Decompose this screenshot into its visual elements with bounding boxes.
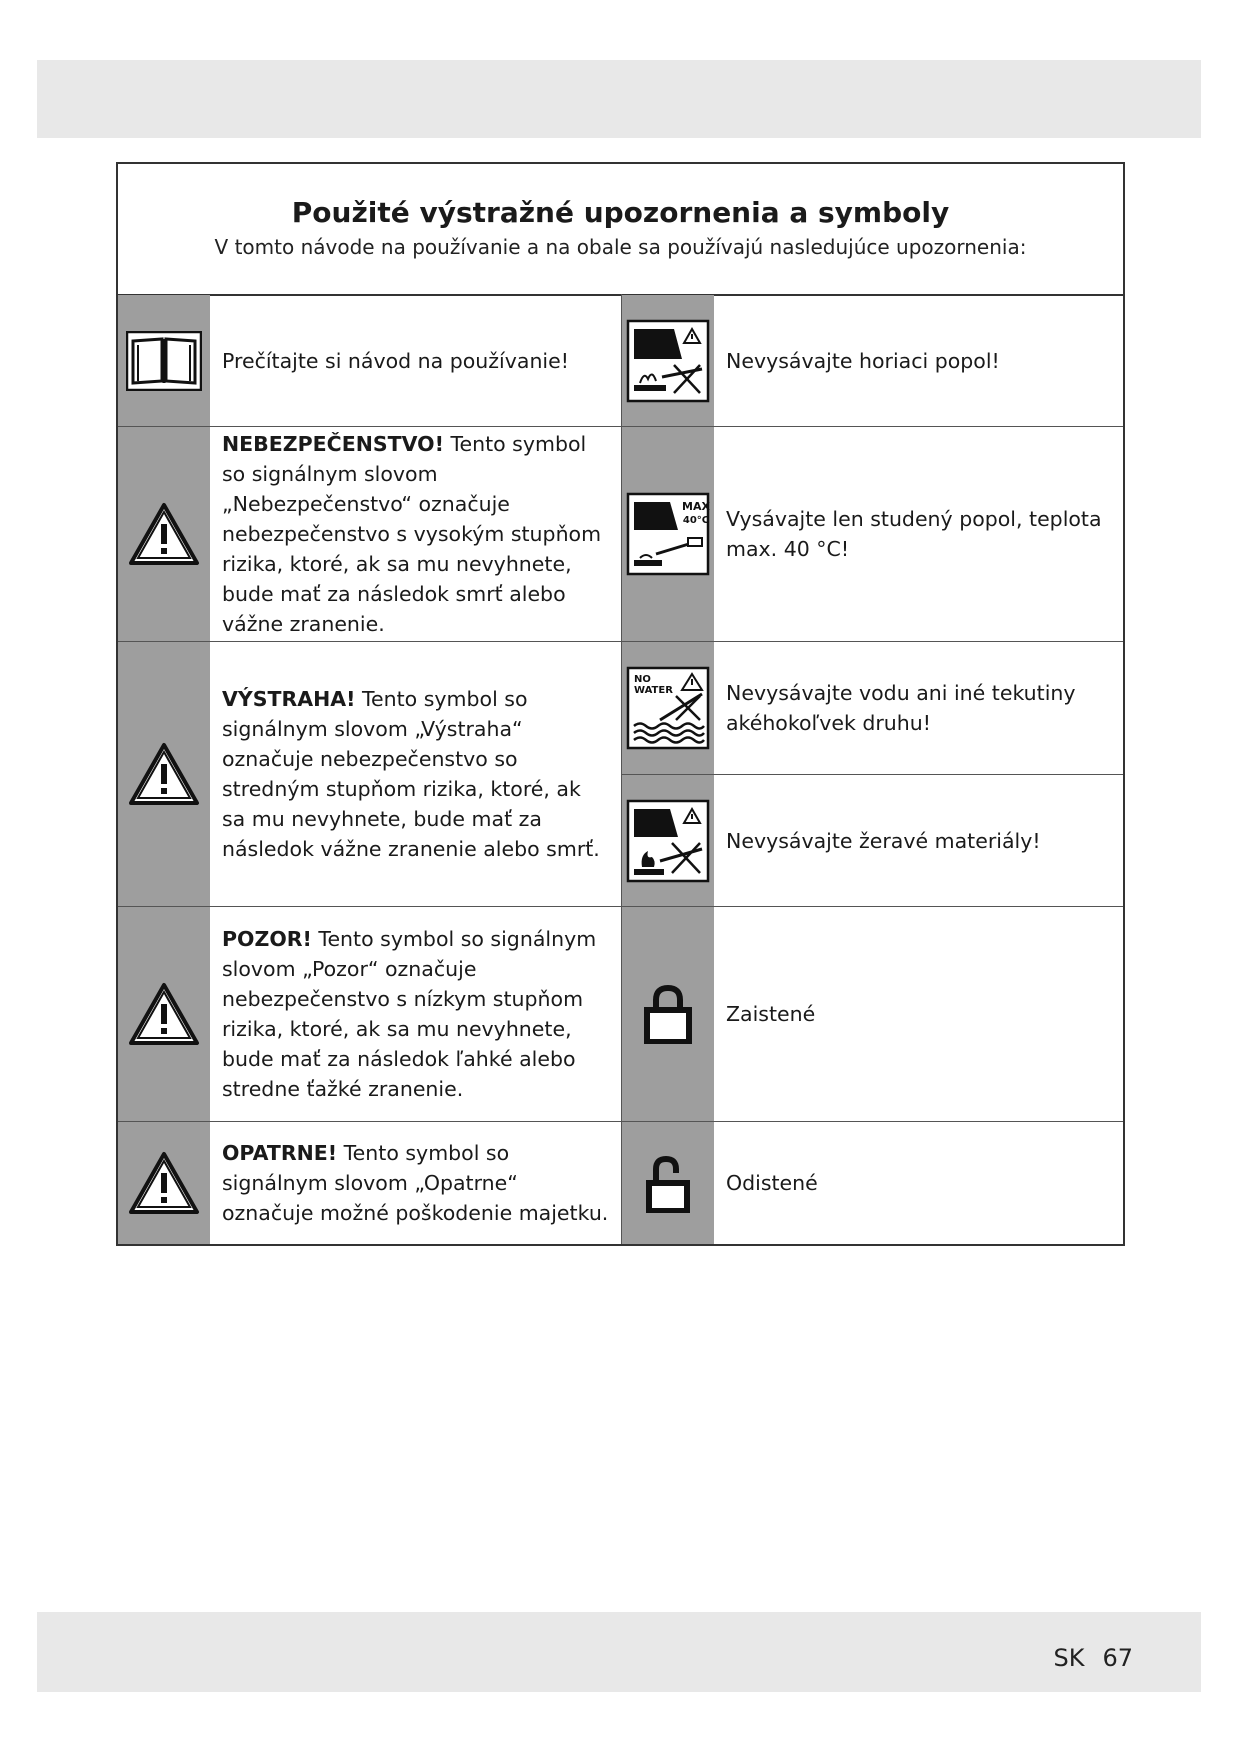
page-title: Použité výstražné upozornenia a symboly	[291, 196, 950, 229]
danger-icon-cell	[118, 427, 210, 641]
caution-icon-cell	[118, 907, 210, 1121]
no-glowing-text: Nevysávajte žeravé materiály!	[726, 828, 1041, 853]
read-manual-icon-cell	[118, 295, 210, 426]
temperature-label: 40°C	[682, 515, 710, 526]
no-water-label-2: WATER	[634, 685, 673, 696]
notice-description: Tento symbol so signálnym slovom „Opatrne“ označuje možné poškodenie majetku.	[222, 1141, 609, 1225]
unlocked-icon-cell	[622, 1122, 714, 1244]
locked-text: Zaistené	[726, 1002, 816, 1026]
no-glowing-icon-cell	[622, 775, 714, 906]
footer-band	[37, 1612, 1201, 1692]
no-burning-ash-text: Nevysávajte horiaci popol!	[726, 348, 1000, 373]
danger-description: Tento symbol so signálnym slovom „Nebezpečenstvo“ označuje nebezpečenstvo s vysokým stupňom rizika, ktoré, ak sa mu nevyhnete, bude mať za následok smrť alebo vážne zranenie.	[222, 432, 602, 636]
lock-closed-icon	[644, 984, 692, 1044]
lock-open-icon	[646, 1153, 690, 1213]
symbols-table	[116, 162, 1125, 1246]
cold-ash-max-temp-icon	[626, 492, 710, 576]
book-icon	[126, 331, 202, 391]
warning-triangle-icon	[128, 742, 200, 806]
language-code: SK	[1053, 1644, 1085, 1672]
warning-triangle-icon	[128, 982, 200, 1046]
no-glowing-material-icon	[626, 799, 710, 883]
warning-description: Tento symbol so signálnym slovom „Výstraha“ označuje nebezpečenstvo so stredným stupňom rizika, ktoré, ak sa mu nevyhnete, bude mať za následok vážne zranenie alebo smrť.	[222, 687, 600, 861]
locked-icon-cell	[622, 907, 714, 1121]
page-number-value: 67	[1102, 1644, 1133, 1672]
header-band	[37, 60, 1201, 138]
cold-ash-icon-cell	[622, 427, 714, 641]
no-water-label-1: NO	[634, 674, 651, 685]
notice-icon-cell	[118, 1122, 210, 1244]
title-block	[118, 164, 1123, 296]
read-manual-text: Prečítajte si návod na používanie!	[222, 348, 569, 373]
warning-icon-cell	[118, 642, 210, 906]
warning-signal-word: VÝSTRAHA!	[222, 687, 356, 711]
caution-signal-word: POZOR!	[222, 927, 312, 951]
caution-text	[210, 907, 621, 1121]
no-burning-ash-icon	[626, 319, 710, 403]
danger-signal-word: NEBEZPEČENSTVO!	[222, 432, 444, 456]
no-water-icon	[626, 666, 710, 750]
notice-signal-word: OPATRNE!	[222, 1141, 338, 1165]
notice-text	[210, 1122, 621, 1244]
warning-triangle-icon	[128, 1151, 200, 1215]
max-label: MAX	[682, 500, 710, 513]
warning-text	[210, 642, 621, 906]
danger-text	[210, 427, 621, 641]
caution-description: Tento symbol so signálnym slovom „Pozor“ označuje nebezpečenstvo s nízkym stupňom rizika, ktoré, ak sa mu nevyhnete, bude mať za následok ľahké alebo stredne ťažké zranenie.	[222, 927, 597, 1101]
no-water-text: Nevysávajte vodu ani iné tekutiny akéhokoľvek druhu!	[726, 681, 1076, 735]
no-burning-ash-icon-cell	[622, 295, 714, 426]
cold-ash-text: Vysávajte len studený popol, teplota max. 40 °C!	[726, 507, 1102, 561]
no-water-icon-cell	[622, 642, 714, 774]
page-subtitle: V tomto návode na používanie a na obale sa používajú nasledujúce upozornenia:	[214, 235, 1027, 259]
page-number	[1035, 1644, 1133, 1672]
warning-triangle-icon	[128, 502, 200, 566]
unlocked-text: Odistené	[726, 1171, 818, 1195]
